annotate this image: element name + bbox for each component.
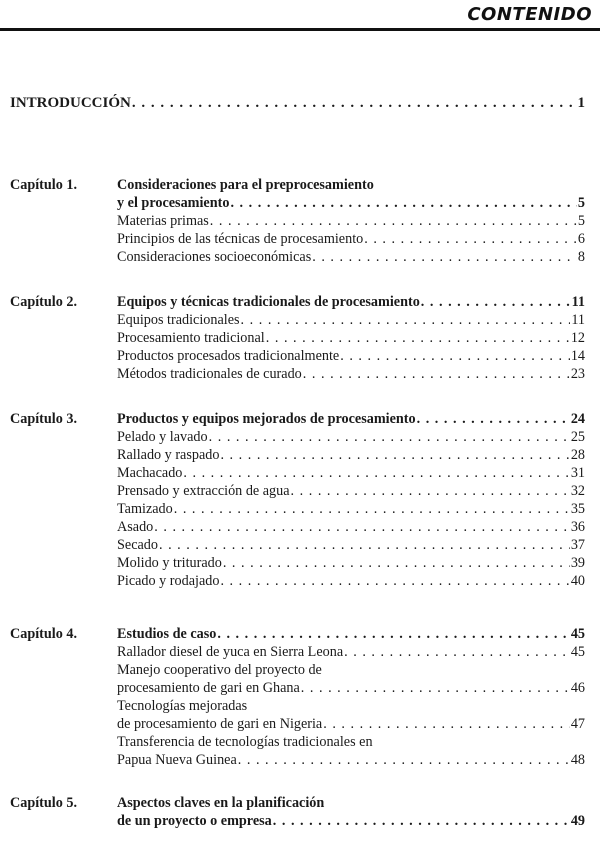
page-header [0, 0, 600, 36]
toc-entry-title-line: Transferencia de tecnologías tradicionales en [117, 734, 373, 750]
chapter-title-line: Estudios de caso [117, 626, 217, 642]
dot-leader [364, 230, 577, 248]
dot-leader [154, 518, 570, 536]
toc-entry-page: 37 [570, 537, 585, 553]
chapter-label: Capítulo 1. [10, 177, 78, 193]
dot-leader [273, 812, 570, 830]
toc-entry-title-line: Manejo cooperativo del proyecto de [117, 662, 322, 678]
dot-leader [266, 329, 570, 347]
dot-leader [132, 94, 577, 112]
dot-leader [340, 347, 570, 365]
toc-entry[interactable] [117, 697, 585, 733]
toc-entry-page: 32 [570, 483, 585, 499]
toc-entry-page: 48 [570, 752, 585, 768]
toc-entry-page: 36 [570, 519, 585, 535]
toc-entry-title: Picado y rodajado [117, 573, 220, 589]
toc-entry-page: 25 [570, 429, 585, 445]
chapter-page: 45 [570, 626, 585, 642]
chapter-label: Capítulo 5. [10, 795, 78, 811]
dot-leader [417, 410, 570, 428]
toc-entry-page: 28 [570, 447, 585, 463]
chapter-title-line: Consideraciones para el preprocesamiento [117, 177, 374, 193]
toc-entry[interactable] [117, 446, 585, 464]
chapter-title[interactable] [117, 176, 585, 212]
toc-entry-title: Asado [117, 519, 154, 535]
toc-entry-title-line: Papua Nueva Guinea [117, 752, 237, 768]
toc-entry-page: 35 [570, 501, 585, 517]
toc-entry-page: 47 [570, 716, 585, 732]
toc-entry-last-line [117, 715, 585, 733]
toc-entry-title-line: Tecnologías mejoradas [117, 698, 248, 714]
dot-leader [301, 679, 570, 697]
toc-entry-title: Consideraciones socioeconómicas [117, 249, 312, 265]
chapter-title[interactable] [117, 794, 585, 830]
chapter-page: 24 [570, 411, 585, 427]
chapter-label: Capítulo 2. [10, 294, 78, 310]
toc-entry[interactable] [117, 329, 585, 347]
dot-leader [312, 248, 577, 266]
dot-leader [323, 715, 570, 733]
toc-entry[interactable] [117, 518, 585, 536]
dot-leader [230, 194, 576, 212]
dot-leader [220, 446, 569, 464]
toc-entry[interactable] [117, 500, 585, 518]
toc-entry-page: 8 [577, 249, 585, 265]
toc-entry-title: Métodos tradicionales de curado [117, 366, 302, 382]
dot-leader [183, 464, 569, 482]
chapter-title-last-line [117, 194, 585, 212]
dot-leader [217, 625, 569, 643]
toc-entry-page: 23 [570, 366, 585, 382]
dot-leader [291, 482, 570, 500]
toc-entry-page: 31 [570, 465, 585, 481]
chapter-title-line: de un proyecto o empresa [117, 813, 272, 829]
toc-entry[interactable] [117, 643, 585, 661]
dot-leader [303, 365, 570, 383]
dot-leader [209, 428, 570, 446]
toc-entry-page: 11 [571, 312, 585, 328]
chapter-title-line: Productos y equipos mejorados de procesamiento [117, 411, 416, 427]
toc-entry-title: Equipos tradicionales [117, 312, 240, 328]
dot-leader [159, 536, 570, 554]
chapter-title[interactable] [117, 625, 585, 643]
header-rule [0, 28, 600, 31]
chapter-page: 49 [570, 813, 585, 829]
chapter-title-line: Aspectos claves en la planificación [117, 795, 325, 811]
toc-entry[interactable] [117, 311, 585, 329]
dot-leader [241, 311, 571, 329]
dot-leader [220, 572, 569, 590]
dot-leader [421, 293, 571, 311]
toc-entry-title: Tamizado [117, 501, 173, 517]
toc-entry[interactable] [117, 365, 585, 383]
chapter-title-line: y el procesamiento [117, 195, 230, 211]
toc-entry-title-line: de procesamiento de gari en Nigeria [117, 716, 323, 732]
toc-entry[interactable] [117, 212, 585, 230]
toc-entry[interactable] [117, 572, 585, 590]
toc-entry-title: Procesamiento tradicional [117, 330, 265, 346]
chapter-title[interactable] [117, 410, 585, 428]
toc-entry-title: Materias primas [117, 213, 209, 229]
chapter-title-last-line [117, 812, 585, 830]
toc-entry[interactable] [117, 248, 585, 266]
chapter-label: Capítulo 3. [10, 411, 78, 427]
toc-entry-title: Secado [117, 537, 158, 553]
toc-entry[interactable] [117, 661, 585, 697]
toc-entry[interactable] [117, 536, 585, 554]
chapter-title[interactable] [117, 293, 585, 311]
toc-entry-title: Principios de las técnicas de procesamiento [117, 231, 364, 247]
dot-leader [344, 643, 570, 661]
toc-entry-title: Machacado [117, 465, 183, 481]
toc-entry-page: 5 [577, 213, 585, 229]
chapter-label: Capítulo 4. [10, 626, 78, 642]
toc-entry-page: 6 [577, 231, 585, 247]
toc-introduction[interactable] [10, 94, 585, 112]
chapter-title-line: Equipos y técnicas tradicionales de procesamiento [117, 294, 420, 310]
dot-leader [210, 212, 577, 230]
chapter-page: 5 [577, 195, 585, 211]
toc-entry-page: 39 [570, 555, 585, 571]
toc-entry-last-line [117, 751, 585, 769]
dot-leader [174, 500, 570, 518]
toc-introduction-page: 1 [577, 95, 585, 111]
toc-entry-title: Rallado y raspado [117, 447, 220, 463]
dot-leader [238, 751, 570, 769]
toc-entry[interactable] [117, 230, 585, 248]
toc-entry[interactable] [117, 554, 585, 572]
toc-entry-title: Molido y triturado [117, 555, 222, 571]
toc-entry-last-line [117, 679, 585, 697]
toc-entry-page: 12 [570, 330, 585, 346]
toc-entry-page: 46 [570, 680, 585, 696]
toc-entry-page: 40 [570, 573, 585, 589]
toc-entry[interactable] [117, 733, 585, 769]
toc-entry-title: Prensado y extracción de agua [117, 483, 290, 499]
toc-introduction-title: INTRODUCCIÓN [10, 95, 131, 111]
toc-entry[interactable] [117, 347, 585, 365]
toc-entry[interactable] [117, 428, 585, 446]
toc-entry-title: Productos procesados tradicionalmente [117, 348, 340, 364]
toc-entry-title: Pelado y lavado [117, 429, 208, 445]
chapter-page: 11 [571, 294, 585, 310]
page-title: CONTENIDO [467, 4, 592, 25]
toc-entry-title-line: procesamiento de gari en Ghana [117, 680, 300, 696]
toc-entry-page: 14 [570, 348, 585, 364]
toc-entry[interactable] [117, 482, 585, 500]
toc-entry-title: Rallador diesel de yuca en Sierra Leona [117, 644, 344, 660]
toc-entry-page: 45 [570, 644, 585, 660]
toc-entry[interactable] [117, 464, 585, 482]
dot-leader [223, 554, 570, 572]
